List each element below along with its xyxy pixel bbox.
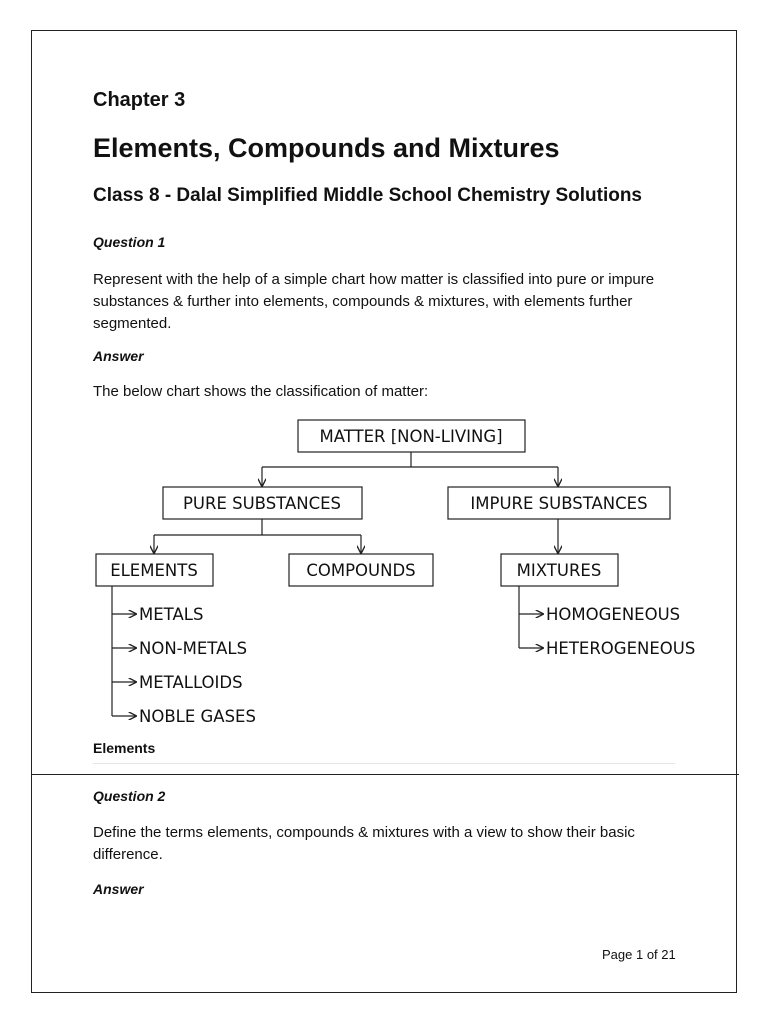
answer-1-label: Answer [93, 348, 144, 364]
page-subtitle: Class 8 - Dalal Simplified Middle School Chemistry Solutions [93, 185, 642, 206]
section-divider [93, 763, 675, 764]
answer-2-label: Answer [93, 881, 144, 897]
question-1-label: Question 1 [93, 234, 166, 250]
question-1-text: Represent with the help of a simple chart how matter is classified into pure or impure substances & further into elements, compounds & mixtures, with elements further segmented. [93, 271, 655, 332]
answer-1-text: The below chart shows the classification of matter: [93, 383, 429, 400]
elements-heading: Elements [93, 740, 156, 756]
page-number: Page 1 of 21 [602, 947, 676, 962]
chapter-label: Chapter 3 [93, 89, 186, 111]
page-title: Elements, Compounds and Mixtures [93, 133, 560, 163]
mixtures-label: MIXTURES [516, 561, 602, 580]
pure-substances-label: PURE SUBSTANCES [182, 494, 342, 513]
matter-label: MATTER [NON-LIVING] [319, 427, 503, 446]
question-2-text: Define the terms elements, compounds & mixtures with a view to show their basic difference. [93, 824, 635, 863]
question-2-label: Question 2 [93, 788, 166, 804]
element-type-metalloids: METALLOIDS [139, 673, 243, 692]
compounds-label: COMPOUNDS [306, 561, 416, 580]
element-type-metals: METALS [139, 605, 204, 624]
mixture-type-homogeneous: HOMOGENEOUS [546, 605, 681, 624]
page-split-line [31, 774, 739, 775]
elements-label: ELEMENTS [110, 561, 198, 580]
impure-substances-label: IMPURE SUBSTANCES [470, 494, 648, 513]
mixture-type-heterogeneous: HETEROGENEOUS [546, 639, 696, 658]
element-type-non-metals: NON-METALS [139, 639, 248, 658]
element-type-noble-gases: NOBLE GASES [139, 707, 256, 726]
